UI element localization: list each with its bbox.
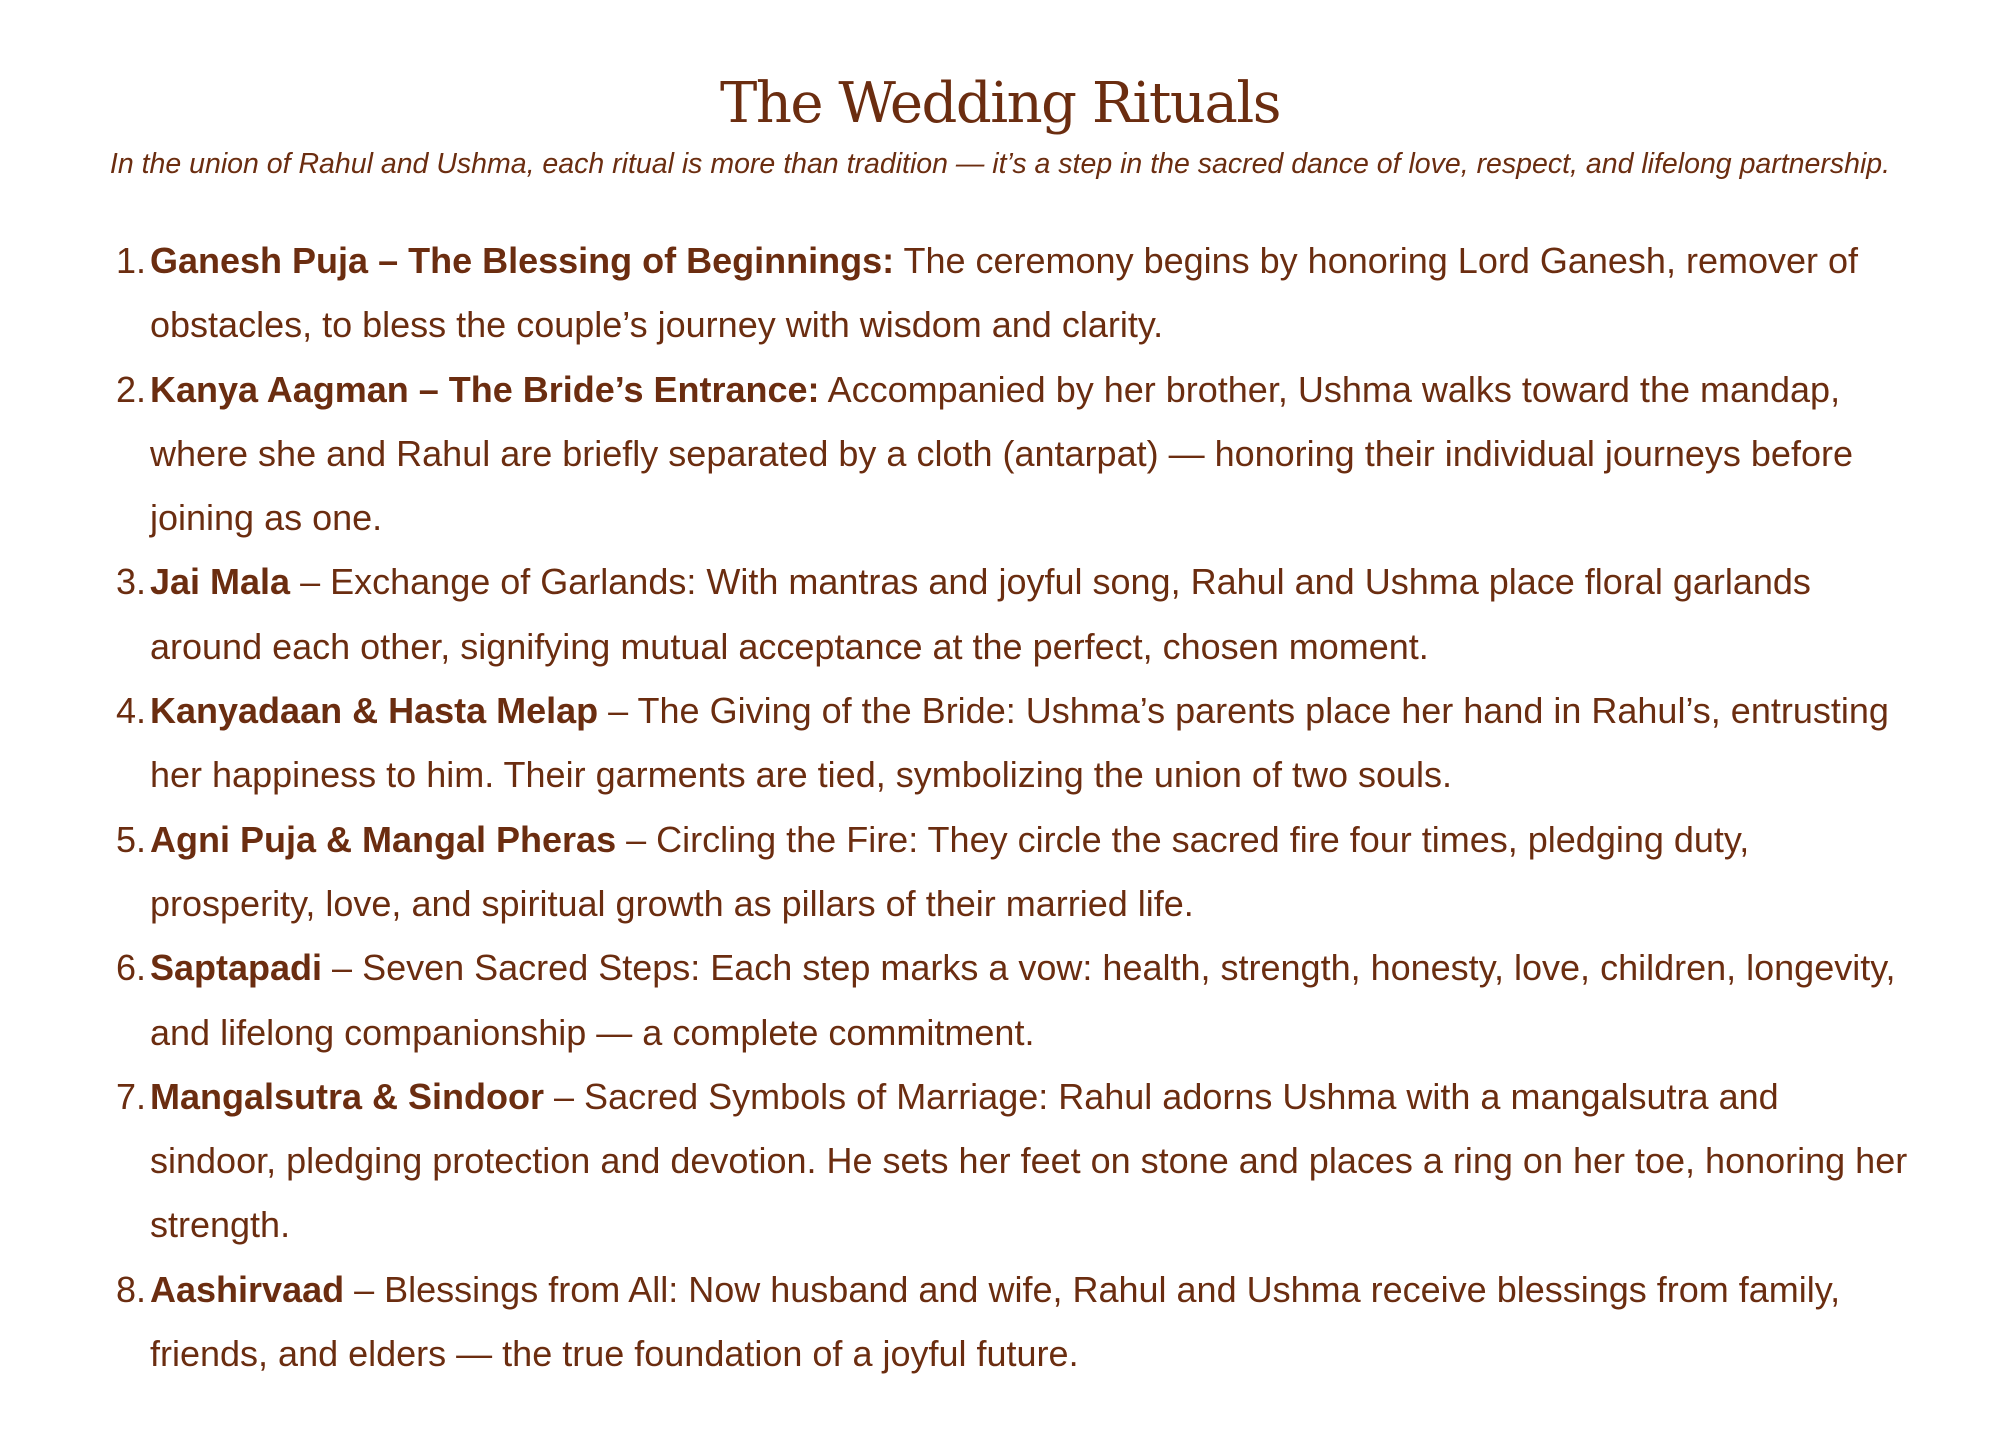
ritual-item-jai-mala xyxy=(115,550,1910,679)
page-title: The Wedding Rituals xyxy=(720,71,1280,136)
ritual-number: 6. xyxy=(115,947,146,989)
ritual-name: Ganesh Puja – The Blessing of Beginnings: xyxy=(150,240,895,281)
ritual-item-kanyadaan xyxy=(115,679,1910,808)
ritual-description: – Circling the Fire: They circle the sacred fire four times, pledging duty, prosperity, love, and spiritual growth as pillars of their married life. xyxy=(150,818,1750,924)
ritual-name: Aashirvaad xyxy=(150,1268,345,1310)
ritual-description: – The Giving of the Bride: Ushma’s parents place her hand in Rahul’s, entrusting her happiness to him. Their garments are tied, symbolizing the union of two souls. xyxy=(150,690,1889,796)
ritual-name: Agni Puja & Mangal Pheras xyxy=(150,818,617,860)
ritual-description: – Exchange of Garlands: With mantras and joyful song, Rahul and Ushma place floral garlands around each other, signifying mutual acceptance at the perfect, chosen moment. xyxy=(150,561,1811,667)
ritual-number: 1. xyxy=(115,240,146,281)
ritual-item-agni-puja xyxy=(115,808,1910,937)
ritual-list xyxy=(115,229,1910,1386)
ritual-item-mangalsutra xyxy=(115,1065,1910,1258)
ritual-number: 4. xyxy=(115,690,146,732)
ritual-description: Accompanied by her brother, Ushma walks toward the mandap, where she and Rahul are briefly separated by a cloth (antarpat) — honoring their individual journeys before joining as one. xyxy=(150,368,1853,539)
ritual-item-aashirvaad xyxy=(115,1258,1910,1387)
ritual-name: Jai Mala xyxy=(150,561,291,603)
ritual-name: Kanya Aagman – The Bride’s Entrance: xyxy=(150,368,820,410)
ritual-number: 3. xyxy=(115,561,146,603)
ritual-number: 5. xyxy=(115,818,146,860)
ritual-description: – Seven Sacred Steps: Each step marks a vow: health, strength, honesty, love, children, longevity, and lifelong companionship — a complete commitment. xyxy=(150,947,1896,1053)
ritual-number: 7. xyxy=(115,1075,146,1117)
ritual-name: Mangalsutra & Sindoor xyxy=(150,1075,545,1117)
ritual-number: 8. xyxy=(115,1268,146,1310)
ritual-item-saptapadi xyxy=(115,936,1910,1065)
ritual-description: – Blessings from All: Now husband and wife, Rahul and Ushma receive blessings from family, friends, and elders — the true foundation of a joyful future. xyxy=(150,1268,1841,1375)
ritual-item-kanya-aagman xyxy=(115,358,1910,551)
ritual-number: 2. xyxy=(115,368,146,410)
ritual-name: Saptapadi xyxy=(150,947,323,989)
ritual-name: Kanyadaan & Hasta Melap xyxy=(150,690,599,732)
ritual-description: – Sacred Symbols of Marriage: Rahul adorns Ushma with a mangalsutra and sindoor, pledging protection and devotion. He sets her feet on stone and places a ring on her toe, honoring her strength. xyxy=(150,1075,1908,1246)
ritual-item-ganesh-puja xyxy=(115,229,1910,358)
ritual-description: The ceremony begins by honoring Lord Ganesh, remover of obstacles, to bless the couple’s journey with wisdom and clarity. xyxy=(150,240,1859,346)
page-subtitle: In the union of Rahul and Ushma, each ritual is more than tradition — it’s a step in the sacred dance of love, respect, and lifelong partnership. xyxy=(109,148,1891,180)
